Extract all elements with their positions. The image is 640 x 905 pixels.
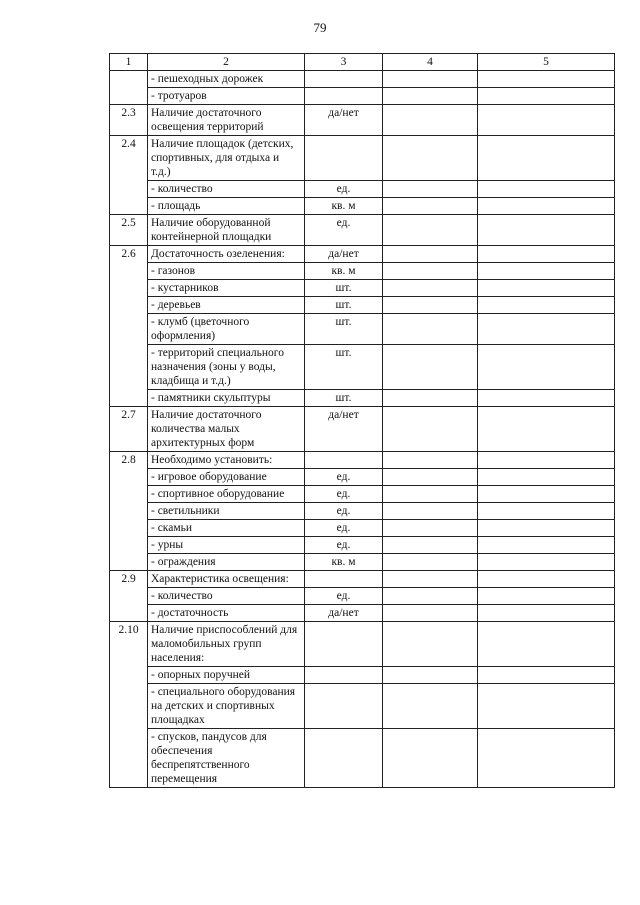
cell-col-4 bbox=[383, 105, 478, 136]
cell-col-4 bbox=[383, 246, 478, 263]
cell-col-4 bbox=[383, 297, 478, 314]
cell-col-5 bbox=[478, 263, 615, 280]
cell-col-4 bbox=[383, 588, 478, 605]
cell-col-indicator: Достаточность озеленения: bbox=[148, 246, 305, 263]
cell-col-number: 2.7 bbox=[110, 407, 148, 452]
cell-col-unit: кв. м bbox=[305, 198, 383, 215]
cell-col-4 bbox=[383, 622, 478, 667]
cell-col-4 bbox=[383, 314, 478, 345]
cell-col-indicator: Наличие оборудованной контейнерной площадки bbox=[148, 215, 305, 246]
table-row bbox=[110, 684, 615, 729]
cell-col-4 bbox=[383, 667, 478, 684]
cell-col-indicator: - кустарников bbox=[148, 280, 305, 297]
table-row bbox=[110, 105, 615, 136]
cell-col-number: 2.4 bbox=[110, 136, 148, 215]
cell-col-5 bbox=[478, 729, 615, 788]
header-col-unit: 3 bbox=[305, 54, 383, 71]
cell-col-4 bbox=[383, 198, 478, 215]
table-row bbox=[110, 88, 615, 105]
cell-col-unit bbox=[305, 667, 383, 684]
cell-col-5 bbox=[478, 88, 615, 105]
table-row bbox=[110, 198, 615, 215]
cell-col-5 bbox=[478, 469, 615, 486]
cell-col-indicator: - светильники bbox=[148, 503, 305, 520]
cell-col-indicator: Характеристика освещения: bbox=[148, 571, 305, 588]
cell-col-5 bbox=[478, 605, 615, 622]
cell-col-indicator: - скамьи bbox=[148, 520, 305, 537]
cell-col-5 bbox=[478, 407, 615, 452]
table-row bbox=[110, 246, 615, 263]
cell-col-4 bbox=[383, 345, 478, 390]
table-row bbox=[110, 407, 615, 452]
table-row bbox=[110, 588, 615, 605]
table-row bbox=[110, 537, 615, 554]
cell-col-unit bbox=[305, 452, 383, 469]
cell-col-5 bbox=[478, 198, 615, 215]
cell-col-unit bbox=[305, 622, 383, 667]
cell-col-unit: шт. bbox=[305, 345, 383, 390]
cell-col-4 bbox=[383, 554, 478, 571]
cell-col-4 bbox=[383, 729, 478, 788]
cell-col-unit: ед. bbox=[305, 181, 383, 198]
cell-col-number: 2.9 bbox=[110, 571, 148, 622]
cell-col-number: 2.10 bbox=[110, 622, 148, 788]
cell-col-indicator: Наличие площадок (детских, спортивных, для отдыха и т.д.) bbox=[148, 136, 305, 181]
cell-col-indicator: - специального оборудования на детских и спортивных площадках bbox=[148, 684, 305, 729]
cell-col-number bbox=[110, 71, 148, 105]
cell-col-5 bbox=[478, 452, 615, 469]
cell-col-5 bbox=[478, 520, 615, 537]
cell-col-4 bbox=[383, 486, 478, 503]
cell-col-indicator: - игровое оборудование bbox=[148, 469, 305, 486]
cell-col-unit: шт. bbox=[305, 314, 383, 345]
cell-col-unit: да/нет bbox=[305, 605, 383, 622]
cell-col-4 bbox=[383, 280, 478, 297]
cell-col-unit: ед. bbox=[305, 588, 383, 605]
cell-col-indicator: - спортивное оборудование bbox=[148, 486, 305, 503]
cell-col-unit bbox=[305, 136, 383, 181]
cell-col-unit: ед. bbox=[305, 503, 383, 520]
table-row bbox=[110, 469, 615, 486]
cell-col-5 bbox=[478, 246, 615, 263]
table-row bbox=[110, 136, 615, 181]
cell-col-number: 2.3 bbox=[110, 105, 148, 136]
cell-col-indicator: - достаточность bbox=[148, 605, 305, 622]
cell-col-unit: ед. bbox=[305, 520, 383, 537]
cell-col-unit bbox=[305, 71, 383, 88]
cell-col-unit: ед. bbox=[305, 215, 383, 246]
cell-col-unit: кв. м bbox=[305, 554, 383, 571]
table-row bbox=[110, 452, 615, 469]
cell-col-4 bbox=[383, 469, 478, 486]
cell-col-5 bbox=[478, 684, 615, 729]
cell-col-5 bbox=[478, 554, 615, 571]
cell-col-5 bbox=[478, 314, 615, 345]
cell-col-indicator: - площадь bbox=[148, 198, 305, 215]
cell-col-5 bbox=[478, 181, 615, 198]
cell-col-5 bbox=[478, 71, 615, 88]
cell-col-number: 2.6 bbox=[110, 246, 148, 407]
table-row bbox=[110, 314, 615, 345]
cell-col-5 bbox=[478, 345, 615, 390]
cell-col-indicator: - деревьев bbox=[148, 297, 305, 314]
table-row bbox=[110, 263, 615, 280]
cell-col-4 bbox=[383, 71, 478, 88]
cell-col-4 bbox=[383, 452, 478, 469]
cell-col-4 bbox=[383, 605, 478, 622]
cell-col-number: 2.5 bbox=[110, 215, 148, 246]
cell-col-5 bbox=[478, 667, 615, 684]
cell-col-indicator: - ограждения bbox=[148, 554, 305, 571]
cell-col-5 bbox=[478, 622, 615, 667]
cell-col-unit: ед. bbox=[305, 486, 383, 503]
cell-col-unit: да/нет bbox=[305, 105, 383, 136]
cell-col-indicator: Наличие приспособлений для маломобильных групп населения: bbox=[148, 622, 305, 667]
table-row bbox=[110, 280, 615, 297]
cell-col-5 bbox=[478, 136, 615, 181]
table-row bbox=[110, 520, 615, 537]
cell-col-unit bbox=[305, 571, 383, 588]
cell-col-indicator: - количество bbox=[148, 588, 305, 605]
cell-col-indicator: - клумб (цветочного оформления) bbox=[148, 314, 305, 345]
table-row bbox=[110, 390, 615, 407]
document-table bbox=[109, 53, 615, 788]
cell-col-number: 2.8 bbox=[110, 452, 148, 571]
table-row bbox=[110, 554, 615, 571]
cell-col-indicator: Необходимо установить: bbox=[148, 452, 305, 469]
table-row bbox=[110, 297, 615, 314]
cell-col-5 bbox=[478, 486, 615, 503]
cell-col-4 bbox=[383, 215, 478, 246]
cell-col-unit: ед. bbox=[305, 537, 383, 554]
cell-col-indicator: - урны bbox=[148, 537, 305, 554]
cell-col-5 bbox=[478, 588, 615, 605]
cell-col-unit: да/нет bbox=[305, 246, 383, 263]
cell-col-unit: ед. bbox=[305, 469, 383, 486]
cell-col-4 bbox=[383, 537, 478, 554]
cell-col-5 bbox=[478, 297, 615, 314]
cell-col-5 bbox=[478, 215, 615, 246]
cell-col-4 bbox=[383, 571, 478, 588]
cell-col-4 bbox=[383, 503, 478, 520]
table-row bbox=[110, 571, 615, 588]
cell-col-indicator: - количество bbox=[148, 181, 305, 198]
cell-col-indicator: - тротуаров bbox=[148, 88, 305, 105]
cell-col-5 bbox=[478, 537, 615, 554]
table-row bbox=[110, 215, 615, 246]
cell-col-4 bbox=[383, 88, 478, 105]
cell-col-5 bbox=[478, 105, 615, 136]
cell-col-4 bbox=[383, 407, 478, 452]
header-col-indicator: 2 bbox=[148, 54, 305, 71]
table-header-row bbox=[110, 54, 615, 71]
cell-col-4 bbox=[383, 263, 478, 280]
cell-col-5 bbox=[478, 503, 615, 520]
header-col-5: 5 bbox=[478, 54, 615, 71]
header-col-4: 4 bbox=[383, 54, 478, 71]
cell-col-unit: шт. bbox=[305, 280, 383, 297]
header-col-number: 1 bbox=[110, 54, 148, 71]
cell-col-indicator: - памятники скульптуры bbox=[148, 390, 305, 407]
cell-col-4 bbox=[383, 684, 478, 729]
cell-col-indicator: Наличие достаточного освещения территорий bbox=[148, 105, 305, 136]
cell-col-unit: кв. м bbox=[305, 263, 383, 280]
cell-col-5 bbox=[478, 571, 615, 588]
cell-col-5 bbox=[478, 280, 615, 297]
cell-col-4 bbox=[383, 136, 478, 181]
table-row bbox=[110, 729, 615, 788]
cell-col-unit bbox=[305, 684, 383, 729]
cell-col-unit: шт. bbox=[305, 390, 383, 407]
table-row bbox=[110, 181, 615, 198]
cell-col-indicator: - газонов bbox=[148, 263, 305, 280]
cell-col-4 bbox=[383, 520, 478, 537]
table-row bbox=[110, 667, 615, 684]
table-row bbox=[110, 622, 615, 667]
cell-col-unit: да/нет bbox=[305, 407, 383, 452]
cell-col-indicator: - спусков, пандусов для обеспечения беспрепятственного перемещения bbox=[148, 729, 305, 788]
cell-col-unit bbox=[305, 729, 383, 788]
cell-col-5 bbox=[478, 390, 615, 407]
cell-col-indicator: - пешеходных дорожек bbox=[148, 71, 305, 88]
cell-col-unit bbox=[305, 88, 383, 105]
table-row bbox=[110, 605, 615, 622]
table-row bbox=[110, 503, 615, 520]
table-row bbox=[110, 71, 615, 88]
cell-col-indicator: - территорий специального назначения (зоны у воды, кладбища и т.д.) bbox=[148, 345, 305, 390]
table-row bbox=[110, 486, 615, 503]
cell-col-4 bbox=[383, 181, 478, 198]
cell-col-indicator: Наличие достаточного количества малых архитектурных форм bbox=[148, 407, 305, 452]
cell-col-indicator: - опорных поручней bbox=[148, 667, 305, 684]
page-number: 79 bbox=[313, 20, 327, 35]
table-row bbox=[110, 345, 615, 390]
cell-col-4 bbox=[383, 390, 478, 407]
cell-col-unit: шт. bbox=[305, 297, 383, 314]
